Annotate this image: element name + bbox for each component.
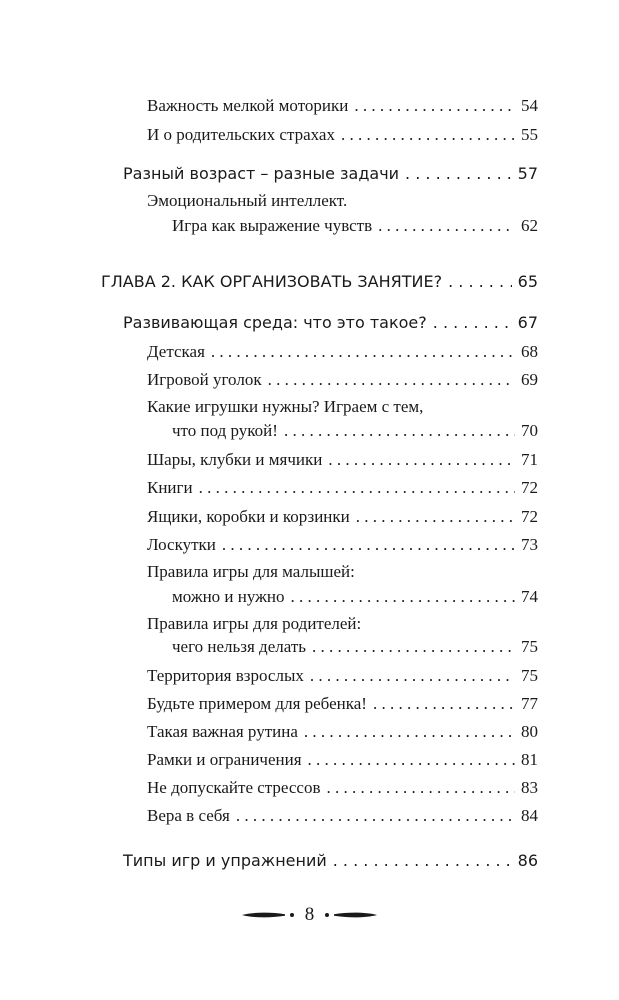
toc-entry [147, 370, 538, 390]
toc-entry-first-line: Эмоциональный интеллект. [147, 191, 348, 210]
dot-leader [433, 313, 512, 332]
toc-page-number: 70 [521, 421, 538, 440]
toc-page-number: 75 [521, 666, 538, 685]
toc-page-number: 71 [521, 450, 538, 469]
toc-entry [147, 806, 538, 826]
toc-page-number: 81 [521, 750, 538, 769]
dot-leader [378, 216, 515, 236]
toc-entry-title: Игра как выражение чувств [172, 216, 373, 235]
page-footer [0, 900, 619, 930]
toc-section-entry [123, 164, 538, 183]
toc-page-number: 65 [517, 272, 538, 291]
toc-entry-title: можно и нужно [172, 587, 285, 606]
toc-entry-title: Игровой уголок [147, 370, 262, 389]
toc-entry-title: Детская [147, 342, 205, 361]
toc-entry-title: Не допускайте стрессов [147, 778, 321, 797]
toc-entry [147, 342, 538, 362]
toc-entry [172, 587, 538, 607]
toc-page-number: 84 [521, 806, 538, 825]
toc-entry-title: Разный возраст – разные задачи [123, 164, 400, 183]
toc-entry [147, 125, 538, 145]
toc-page-number: 75 [521, 637, 538, 656]
toc-entry-title: Будьте примером для ребенка! [147, 694, 367, 713]
toc-entry-title: Рамки и ограничения [147, 750, 302, 769]
toc-entry [147, 535, 538, 555]
dot-leader [356, 507, 515, 527]
toc-entry-title: чего нельзя делать [172, 637, 307, 656]
toc-page-number: 57 [517, 164, 538, 183]
dot-leader [284, 421, 515, 441]
toc-entry-title: Такая важная рутина [147, 722, 298, 741]
toc-entry [147, 778, 538, 798]
dot-leader [448, 272, 512, 291]
toc-entry [147, 722, 538, 742]
toc-section-entry [123, 851, 538, 870]
toc-page-number: 86 [517, 851, 538, 870]
toc-page-number: 68 [521, 342, 538, 361]
toc-entry [147, 694, 538, 714]
dot-leader [199, 478, 515, 498]
toc-page-number: 72 [521, 478, 538, 497]
toc-entry-title: Шары, клубки и мячики [147, 450, 323, 469]
toc-chapter-entry [101, 272, 538, 291]
toc-entry-title: Развивающая среда: что это такое? [123, 313, 427, 332]
dot-leader [236, 806, 515, 826]
toc-page-number: 67 [517, 313, 538, 332]
toc-entry [172, 637, 538, 657]
toc-section-entry [123, 313, 538, 332]
toc-entry-title: Вера в себя [147, 806, 230, 825]
toc-entry-title: Ящики, коробки и корзинки [147, 507, 350, 526]
dot-leader [310, 666, 515, 686]
toc-page-number: 83 [521, 778, 538, 797]
left-ornament-icon [241, 909, 297, 921]
right-ornament-icon [322, 909, 378, 921]
toc-entry-title: Лоскутки [147, 535, 216, 554]
dot-leader [312, 637, 515, 657]
toc-entry [147, 507, 538, 527]
dot-leader [308, 750, 515, 770]
dot-leader [373, 694, 515, 714]
toc-entry [147, 666, 538, 686]
toc-entry [147, 450, 538, 470]
dot-leader [211, 342, 515, 362]
toc-entry-first-line: Правила игры для родителей: [147, 614, 362, 633]
dot-leader [268, 370, 515, 390]
toc-entry-title: что под рукой! [172, 421, 278, 440]
toc-entry-first-line: Правила игры для малышей: [147, 562, 355, 581]
toc-page-number: 55 [521, 125, 538, 144]
toc-page-number: 73 [521, 535, 538, 554]
toc-entry [172, 216, 538, 236]
toc-page-number: 72 [521, 507, 538, 526]
toc-entry-title: Типы игр и упражнений [123, 851, 327, 870]
dot-leader [291, 587, 516, 607]
toc-entry [147, 96, 538, 116]
toc-entry-title: И о родительских страхах [147, 125, 335, 144]
toc-page-number: 74 [521, 587, 538, 606]
dot-leader [222, 535, 515, 555]
dot-leader [354, 96, 515, 116]
dot-leader [341, 125, 515, 145]
toc-chapter-title: ГЛАВА 2. КАК ОРГАНИЗОВАТЬ ЗАНЯТИЕ? [101, 272, 443, 291]
toc-entry-title: Важность мелкой моторики [147, 96, 349, 115]
toc-page-number: 54 [521, 96, 538, 115]
dot-leader [328, 450, 515, 470]
toc-page-number: 80 [521, 722, 538, 741]
dot-leader [327, 778, 515, 798]
toc-page-number: 69 [521, 370, 538, 389]
toc-entry-title: Книги [147, 478, 193, 497]
dot-leader [333, 851, 512, 870]
toc-entry-first-line: Какие игрушки нужны? Играем с тем, [147, 397, 424, 416]
toc-entry [147, 478, 538, 498]
toc-page-number: 62 [521, 216, 538, 235]
toc-entry-title: Территория взрослых [147, 666, 304, 685]
toc-entry [172, 421, 538, 441]
toc-entry [147, 750, 538, 770]
dot-leader [304, 722, 515, 742]
dot-leader [405, 164, 512, 183]
toc-page-number: 77 [521, 694, 538, 713]
page-number: 8 [304, 904, 315, 925]
